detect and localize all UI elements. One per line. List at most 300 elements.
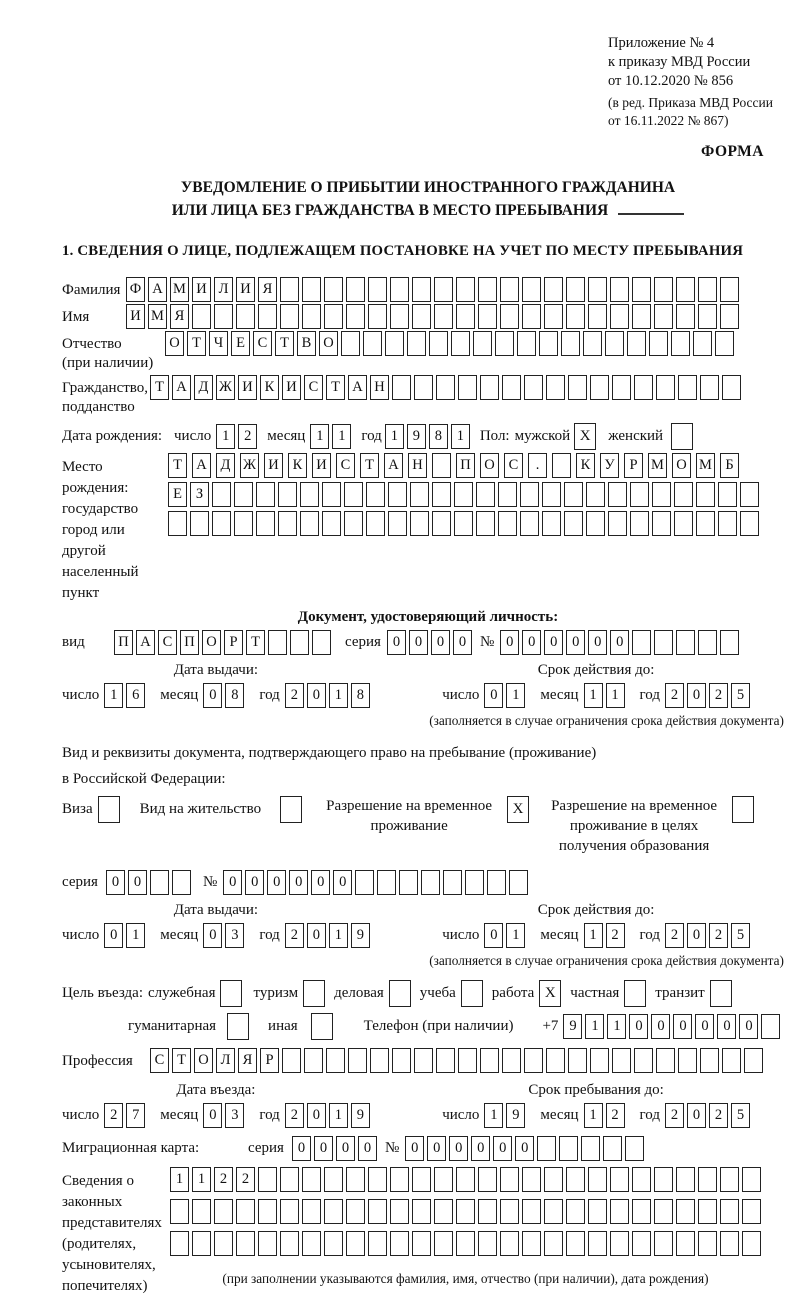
char-cell[interactable] — [588, 1199, 607, 1224]
char-cell[interactable] — [722, 1048, 741, 1073]
char-cell[interactable] — [676, 1199, 695, 1224]
char-cell[interactable]: 9 — [407, 424, 426, 449]
char-cell[interactable]: 0 — [409, 630, 428, 655]
char-cell[interactable]: Р — [260, 1048, 279, 1073]
char-cell[interactable] — [634, 375, 653, 400]
char-cell[interactable] — [370, 1048, 389, 1073]
char-cell[interactable] — [676, 630, 695, 655]
char-cell[interactable] — [698, 1199, 717, 1224]
purpose-humanitarian-checkbox[interactable] — [227, 1013, 249, 1040]
char-cell[interactable] — [522, 304, 541, 329]
char-cell[interactable] — [542, 511, 561, 536]
char-cell[interactable] — [610, 304, 629, 329]
char-cell[interactable] — [280, 1167, 299, 1192]
char-cell[interactable] — [564, 511, 583, 536]
char-cell[interactable] — [212, 482, 231, 507]
char-cell[interactable] — [552, 453, 571, 478]
char-cell[interactable] — [443, 870, 462, 895]
char-cell[interactable] — [456, 1167, 475, 1192]
char-cell[interactable] — [566, 1167, 585, 1192]
char-cell[interactable] — [632, 1199, 651, 1224]
char-cell[interactable] — [236, 304, 255, 329]
residence-valid-day-cells[interactable] — [484, 923, 525, 948]
char-cell[interactable]: 0 — [267, 870, 286, 895]
char-cell[interactable] — [278, 511, 297, 536]
identity-doc-series-cells[interactable] — [387, 630, 472, 655]
char-cell[interactable] — [480, 375, 499, 400]
char-cell[interactable] — [630, 511, 649, 536]
char-cell[interactable] — [312, 630, 331, 655]
char-cell[interactable]: 0 — [629, 1014, 648, 1039]
char-cell[interactable]: И — [238, 375, 257, 400]
char-cell[interactable]: О — [165, 331, 184, 356]
char-cell[interactable]: М — [148, 304, 167, 329]
char-cell[interactable]: 0 — [449, 1136, 468, 1161]
char-cell[interactable]: 0 — [453, 630, 472, 655]
char-cell[interactable] — [280, 304, 299, 329]
char-cell[interactable] — [344, 511, 363, 536]
char-cell[interactable] — [346, 1231, 365, 1256]
char-cell[interactable]: И — [312, 453, 331, 478]
char-cell[interactable] — [566, 1231, 585, 1256]
char-cell[interactable] — [478, 1199, 497, 1224]
char-cell[interactable] — [524, 1048, 543, 1073]
char-cell[interactable]: 2 — [236, 1167, 255, 1192]
char-cell[interactable] — [322, 482, 341, 507]
char-cell[interactable] — [632, 277, 651, 302]
char-cell[interactable]: 2 — [709, 1103, 728, 1128]
char-cell[interactable] — [368, 277, 387, 302]
char-cell[interactable]: 1 — [484, 1103, 503, 1128]
char-cell[interactable]: 0 — [484, 923, 503, 948]
char-cell[interactable]: Т — [246, 630, 265, 655]
char-cell[interactable] — [344, 482, 363, 507]
char-cell[interactable]: Т — [360, 453, 379, 478]
char-cell[interactable] — [559, 1136, 578, 1161]
char-cell[interactable]: 0 — [588, 630, 607, 655]
char-cell[interactable] — [214, 304, 233, 329]
char-cell[interactable]: Т — [275, 331, 294, 356]
char-cell[interactable] — [478, 1231, 497, 1256]
identity-issue-month-cells[interactable] — [203, 683, 244, 708]
char-cell[interactable]: 0 — [336, 1136, 355, 1161]
char-cell[interactable] — [368, 304, 387, 329]
residence-permit-checkbox[interactable] — [280, 796, 302, 823]
char-cell[interactable]: 0 — [500, 630, 519, 655]
char-cell[interactable] — [412, 1231, 431, 1256]
char-cell[interactable] — [456, 304, 475, 329]
identity-doc-type-cells[interactable] — [114, 630, 331, 655]
char-cell[interactable] — [392, 1048, 411, 1073]
char-cell[interactable]: 0 — [104, 923, 123, 948]
purpose-study-checkbox[interactable] — [461, 980, 483, 1007]
char-cell[interactable] — [280, 1199, 299, 1224]
char-cell[interactable] — [654, 1167, 673, 1192]
birth-place-row2-cells[interactable] — [168, 482, 759, 507]
char-cell[interactable] — [498, 482, 517, 507]
residence-valid-year-cells[interactable] — [665, 923, 750, 948]
char-cell[interactable] — [282, 1048, 301, 1073]
char-cell[interactable]: 1 — [329, 683, 348, 708]
char-cell[interactable]: 3 — [225, 923, 244, 948]
char-cell[interactable] — [458, 375, 477, 400]
char-cell[interactable] — [720, 630, 739, 655]
char-cell[interactable] — [150, 870, 169, 895]
char-cell[interactable]: 3 — [225, 1103, 244, 1128]
char-cell[interactable] — [212, 511, 231, 536]
char-cell[interactable]: 2 — [709, 683, 728, 708]
char-cell[interactable] — [190, 511, 209, 536]
char-cell[interactable]: Я — [170, 304, 189, 329]
char-cell[interactable] — [544, 277, 563, 302]
visa-checkbox[interactable] — [98, 796, 120, 823]
char-cell[interactable]: 2 — [606, 923, 625, 948]
char-cell[interactable] — [170, 1199, 189, 1224]
char-cell[interactable] — [355, 870, 374, 895]
char-cell[interactable] — [434, 1167, 453, 1192]
representatives-row1-cells[interactable] — [170, 1167, 761, 1192]
char-cell[interactable] — [674, 511, 693, 536]
char-cell[interactable] — [500, 1199, 519, 1224]
char-cell[interactable] — [432, 511, 451, 536]
char-cell[interactable]: О — [202, 630, 221, 655]
char-cell[interactable] — [700, 375, 719, 400]
char-cell[interactable]: 9 — [506, 1103, 525, 1128]
char-cell[interactable] — [720, 1199, 739, 1224]
char-cell[interactable] — [412, 277, 431, 302]
char-cell[interactable] — [478, 277, 497, 302]
char-cell[interactable]: И — [192, 277, 211, 302]
char-cell[interactable]: 8 — [225, 683, 244, 708]
sex-female-checkbox[interactable] — [671, 423, 693, 450]
char-cell[interactable] — [654, 304, 673, 329]
char-cell[interactable] — [537, 1136, 556, 1161]
char-cell[interactable]: 0 — [687, 923, 706, 948]
char-cell[interactable] — [564, 482, 583, 507]
char-cell[interactable] — [696, 482, 715, 507]
char-cell[interactable] — [407, 331, 426, 356]
char-cell[interactable] — [652, 482, 671, 507]
entry-day-cells[interactable] — [104, 1103, 145, 1128]
char-cell[interactable]: К — [576, 453, 595, 478]
char-cell[interactable] — [654, 1199, 673, 1224]
char-cell[interactable]: 0 — [566, 630, 585, 655]
char-cell[interactable]: 2 — [285, 923, 304, 948]
stay-year-cells[interactable] — [665, 1103, 750, 1128]
char-cell[interactable] — [480, 1048, 499, 1073]
char-cell[interactable] — [656, 375, 675, 400]
purpose-transit-checkbox[interactable] — [710, 980, 732, 1007]
char-cell[interactable] — [520, 511, 539, 536]
char-cell[interactable] — [676, 304, 695, 329]
char-cell[interactable] — [542, 482, 561, 507]
char-cell[interactable]: 2 — [285, 1103, 304, 1128]
char-cell[interactable] — [720, 1167, 739, 1192]
char-cell[interactable] — [346, 1167, 365, 1192]
char-cell[interactable]: 0 — [405, 1136, 424, 1161]
char-cell[interactable] — [172, 870, 191, 895]
char-cell[interactable]: 2 — [285, 683, 304, 708]
char-cell[interactable]: 0 — [717, 1014, 736, 1039]
char-cell[interactable] — [304, 1048, 323, 1073]
char-cell[interactable] — [590, 375, 609, 400]
char-cell[interactable] — [290, 630, 309, 655]
char-cell[interactable] — [214, 1231, 233, 1256]
char-cell[interactable] — [392, 375, 411, 400]
char-cell[interactable] — [522, 277, 541, 302]
char-cell[interactable] — [740, 482, 759, 507]
birth-year-cells[interactable] — [385, 424, 470, 449]
char-cell[interactable]: Я — [238, 1048, 257, 1073]
char-cell[interactable] — [610, 277, 629, 302]
char-cell[interactable] — [544, 1231, 563, 1256]
char-cell[interactable] — [324, 1199, 343, 1224]
char-cell[interactable]: 0 — [739, 1014, 758, 1039]
char-cell[interactable] — [698, 277, 717, 302]
char-cell[interactable] — [566, 304, 585, 329]
char-cell[interactable] — [500, 1231, 519, 1256]
char-cell[interactable] — [649, 331, 668, 356]
char-cell[interactable] — [678, 1048, 697, 1073]
char-cell[interactable]: 2 — [606, 1103, 625, 1128]
char-cell[interactable]: 1 — [451, 424, 470, 449]
char-cell[interactable] — [324, 1231, 343, 1256]
patronymic-cells[interactable] — [165, 331, 734, 356]
char-cell[interactable]: О — [194, 1048, 213, 1073]
char-cell[interactable] — [324, 1167, 343, 1192]
char-cell[interactable]: П — [180, 630, 199, 655]
char-cell[interactable] — [341, 331, 360, 356]
char-cell[interactable]: 1 — [506, 923, 525, 948]
citizenship-cells[interactable] — [150, 375, 741, 400]
char-cell[interactable]: А — [172, 375, 191, 400]
char-cell[interactable] — [410, 482, 429, 507]
char-cell[interactable] — [588, 1167, 607, 1192]
purpose-other-checkbox[interactable] — [311, 1013, 333, 1040]
char-cell[interactable]: Т — [150, 375, 169, 400]
char-cell[interactable]: 0 — [610, 630, 629, 655]
char-cell[interactable]: 2 — [665, 683, 684, 708]
char-cell[interactable] — [696, 511, 715, 536]
char-cell[interactable] — [390, 1167, 409, 1192]
char-cell[interactable] — [478, 1167, 497, 1192]
char-cell[interactable] — [698, 1167, 717, 1192]
char-cell[interactable]: И — [264, 453, 283, 478]
char-cell[interactable] — [214, 1199, 233, 1224]
char-cell[interactable] — [456, 1231, 475, 1256]
char-cell[interactable]: П — [114, 630, 133, 655]
char-cell[interactable] — [412, 304, 431, 329]
char-cell[interactable]: М — [648, 453, 667, 478]
char-cell[interactable]: 0 — [522, 630, 541, 655]
char-cell[interactable] — [436, 375, 455, 400]
char-cell[interactable] — [368, 1231, 387, 1256]
char-cell[interactable] — [693, 331, 712, 356]
char-cell[interactable]: С — [158, 630, 177, 655]
char-cell[interactable] — [434, 1199, 453, 1224]
char-cell[interactable] — [740, 511, 759, 536]
char-cell[interactable]: В — [297, 331, 316, 356]
char-cell[interactable]: 1 — [104, 683, 123, 708]
identity-issue-year-cells[interactable] — [285, 683, 370, 708]
char-cell[interactable]: 2 — [665, 923, 684, 948]
char-cell[interactable] — [434, 1231, 453, 1256]
char-cell[interactable]: 0 — [484, 683, 503, 708]
residence-issue-year-cells[interactable] — [285, 923, 370, 948]
char-cell[interactable]: А — [384, 453, 403, 478]
char-cell[interactable]: 1 — [385, 424, 404, 449]
char-cell[interactable] — [676, 1167, 695, 1192]
char-cell[interactable]: 1 — [216, 424, 235, 449]
char-cell[interactable] — [654, 1231, 673, 1256]
char-cell[interactable]: А — [192, 453, 211, 478]
char-cell[interactable] — [302, 304, 321, 329]
char-cell[interactable] — [390, 1231, 409, 1256]
char-cell[interactable]: К — [260, 375, 279, 400]
char-cell[interactable] — [451, 331, 470, 356]
char-cell[interactable] — [454, 482, 473, 507]
char-cell[interactable] — [676, 277, 695, 302]
char-cell[interactable]: 0 — [245, 870, 264, 895]
char-cell[interactable] — [168, 511, 187, 536]
identity-issue-day-cells[interactable] — [104, 683, 145, 708]
char-cell[interactable] — [608, 482, 627, 507]
char-cell[interactable]: Я — [258, 277, 277, 302]
purpose-official-checkbox[interactable] — [220, 980, 242, 1007]
char-cell[interactable] — [476, 482, 495, 507]
char-cell[interactable]: О — [480, 453, 499, 478]
char-cell[interactable] — [698, 1231, 717, 1256]
char-cell[interactable] — [654, 630, 673, 655]
char-cell[interactable]: 0 — [223, 870, 242, 895]
char-cell[interactable]: Ч — [209, 331, 228, 356]
char-cell[interactable] — [258, 304, 277, 329]
char-cell[interactable]: 1 — [584, 1103, 603, 1128]
char-cell[interactable] — [522, 1167, 541, 1192]
char-cell[interactable]: Р — [224, 630, 243, 655]
char-cell[interactable]: А — [148, 277, 167, 302]
birth-place-row3-cells[interactable] — [168, 511, 759, 536]
char-cell[interactable]: 1 — [329, 1103, 348, 1128]
char-cell[interactable] — [742, 1231, 761, 1256]
char-cell[interactable]: Ж — [216, 375, 235, 400]
char-cell[interactable] — [625, 1136, 644, 1161]
char-cell[interactable]: 0 — [106, 870, 125, 895]
char-cell[interactable] — [566, 277, 585, 302]
char-cell[interactable]: С — [504, 453, 523, 478]
char-cell[interactable] — [388, 482, 407, 507]
char-cell[interactable] — [192, 1231, 211, 1256]
char-cell[interactable] — [632, 1167, 651, 1192]
char-cell[interactable]: 0 — [515, 1136, 534, 1161]
char-cell[interactable] — [715, 331, 734, 356]
char-cell[interactable] — [236, 1199, 255, 1224]
char-cell[interactable] — [346, 277, 365, 302]
char-cell[interactable] — [236, 1231, 255, 1256]
char-cell[interactable] — [234, 511, 253, 536]
char-cell[interactable]: 1 — [329, 923, 348, 948]
profession-cells[interactable] — [150, 1048, 763, 1073]
char-cell[interactable] — [434, 304, 453, 329]
char-cell[interactable]: 0 — [387, 630, 406, 655]
char-cell[interactable]: 0 — [687, 683, 706, 708]
char-cell[interactable] — [612, 375, 631, 400]
char-cell[interactable]: 0 — [292, 1136, 311, 1161]
char-cell[interactable]: 0 — [493, 1136, 512, 1161]
char-cell[interactable] — [509, 870, 528, 895]
char-cell[interactable] — [544, 1199, 563, 1224]
char-cell[interactable] — [742, 1199, 761, 1224]
char-cell[interactable] — [412, 1167, 431, 1192]
char-cell[interactable] — [676, 1231, 695, 1256]
char-cell[interactable] — [432, 453, 451, 478]
migration-card-series-cells[interactable] — [292, 1136, 377, 1161]
char-cell[interactable]: 1 — [606, 683, 625, 708]
char-cell[interactable] — [302, 1231, 321, 1256]
stay-day-cells[interactable] — [484, 1103, 525, 1128]
char-cell[interactable] — [742, 1167, 761, 1192]
char-cell[interactable]: П — [456, 453, 475, 478]
char-cell[interactable] — [256, 482, 275, 507]
char-cell[interactable]: 0 — [203, 1103, 222, 1128]
char-cell[interactable]: Д — [194, 375, 213, 400]
char-cell[interactable] — [192, 1199, 211, 1224]
char-cell[interactable] — [546, 1048, 565, 1073]
char-cell[interactable] — [302, 1167, 321, 1192]
char-cell[interactable]: Е — [231, 331, 250, 356]
char-cell[interactable]: Ж — [240, 453, 259, 478]
char-cell[interactable] — [300, 482, 319, 507]
char-cell[interactable] — [302, 1199, 321, 1224]
char-cell[interactable] — [522, 1199, 541, 1224]
char-cell[interactable]: 1 — [170, 1167, 189, 1192]
char-cell[interactable] — [366, 482, 385, 507]
temp-permit-edu-checkbox[interactable] — [732, 796, 754, 823]
char-cell[interactable]: О — [319, 331, 338, 356]
char-cell[interactable]: Е — [168, 482, 187, 507]
char-cell[interactable] — [718, 511, 737, 536]
char-cell[interactable]: 1 — [584, 683, 603, 708]
char-cell[interactable] — [465, 870, 484, 895]
char-cell[interactable] — [346, 1199, 365, 1224]
char-cell[interactable]: А — [348, 375, 367, 400]
residence-issue-month-cells[interactable] — [203, 923, 244, 948]
char-cell[interactable] — [652, 511, 671, 536]
birth-month-cells[interactable] — [310, 424, 351, 449]
char-cell[interactable] — [632, 304, 651, 329]
char-cell[interactable] — [678, 375, 697, 400]
char-cell[interactable] — [561, 331, 580, 356]
char-cell[interactable] — [414, 375, 433, 400]
sex-male-checkbox[interactable]: X — [574, 423, 596, 450]
char-cell[interactable] — [520, 482, 539, 507]
char-cell[interactable]: Ф — [126, 277, 145, 302]
identity-valid-year-cells[interactable] — [665, 683, 750, 708]
char-cell[interactable]: 0 — [311, 870, 330, 895]
char-cell[interactable]: . — [528, 453, 547, 478]
identity-valid-month-cells[interactable] — [584, 683, 625, 708]
char-cell[interactable]: З — [190, 482, 209, 507]
char-cell[interactable] — [487, 870, 506, 895]
char-cell[interactable]: 9 — [563, 1014, 582, 1039]
char-cell[interactable]: 1 — [126, 923, 145, 948]
char-cell[interactable] — [498, 511, 517, 536]
char-cell[interactable]: 0 — [203, 923, 222, 948]
char-cell[interactable] — [473, 331, 492, 356]
char-cell[interactable]: 2 — [214, 1167, 233, 1192]
char-cell[interactable]: Т — [172, 1048, 191, 1073]
char-cell[interactable] — [456, 277, 475, 302]
